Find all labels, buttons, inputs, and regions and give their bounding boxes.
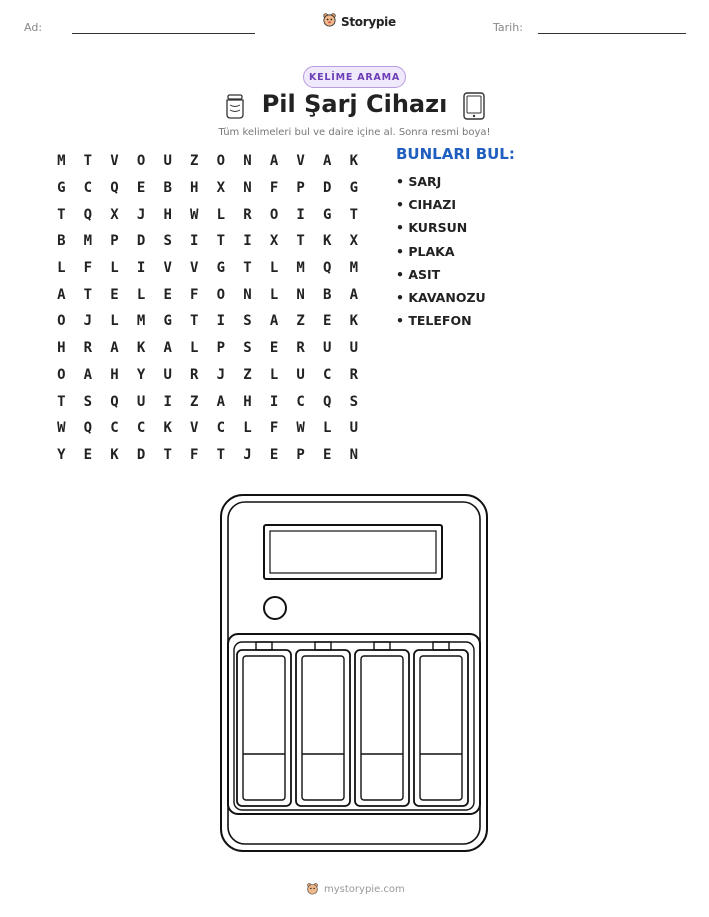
grid-letter[interactable]: R	[296, 340, 305, 357]
storypie-mascot-icon	[306, 880, 319, 899]
grid-letter[interactable]: R	[243, 206, 252, 223]
grid-letter[interactable]: U	[163, 153, 172, 170]
grid-letter[interactable]: K	[323, 233, 332, 250]
grid-letter[interactable]: Q	[83, 420, 93, 437]
grid-letter[interactable]: B	[57, 233, 66, 250]
grid-letter[interactable]: L	[323, 420, 332, 437]
grid-letter[interactable]: J	[216, 366, 226, 383]
grid-letter[interactable]: Q	[323, 393, 332, 410]
grid-letter[interactable]: Y	[136, 366, 146, 383]
grid-letter[interactable]: Z	[190, 153, 199, 170]
grid-letter[interactable]: T	[216, 233, 226, 250]
grid-letter[interactable]: H	[110, 366, 119, 383]
grid-letter[interactable]: L	[216, 206, 226, 223]
grid-letter[interactable]: T	[216, 446, 226, 463]
grid-letter[interactable]: V	[190, 420, 199, 437]
grid-letter[interactable]: E	[83, 446, 93, 463]
grid-letter[interactable]: M	[349, 260, 359, 277]
grid-letter[interactable]: G	[323, 206, 332, 223]
footer	[306, 880, 405, 899]
grid-letter[interactable]: N	[243, 286, 252, 303]
grid-letter[interactable]: K	[110, 446, 119, 463]
grid-letter[interactable]: G	[163, 313, 172, 330]
grid-letter[interactable]: P	[296, 446, 305, 463]
grid-letter[interactable]: O	[216, 153, 226, 170]
grid-letter[interactable]: E	[323, 313, 332, 330]
grid-letter[interactable]: Q	[83, 206, 93, 223]
grid-letter[interactable]: R	[349, 366, 359, 383]
grid-letter[interactable]: K	[349, 313, 359, 330]
word-list	[396, 170, 486, 332]
grid-letter[interactable]: V	[110, 153, 119, 170]
grid-letter[interactable]: U	[296, 366, 305, 383]
grid-letter[interactable]: F	[190, 446, 199, 463]
grid-letter[interactable]: X	[269, 233, 279, 250]
grid-letter[interactable]: I	[296, 206, 305, 223]
grid-letter[interactable]: M	[83, 233, 93, 250]
grid-letter[interactable]: H	[57, 340, 66, 357]
grid-letter[interactable]: A	[269, 313, 279, 330]
grid-letter[interactable]: A	[83, 366, 93, 383]
word-list-item: • TELEFON	[396, 313, 472, 329]
grid-letter[interactable]: E	[269, 340, 279, 357]
grid-letter[interactable]: L	[269, 260, 279, 277]
grid-letter[interactable]: W	[296, 420, 305, 437]
brand-name: Storypie	[341, 14, 396, 29]
grid-letter[interactable]: V	[296, 153, 305, 170]
word-list-item: • KURSUN	[396, 220, 468, 236]
grid-letter[interactable]: G	[57, 180, 66, 197]
grid-letter[interactable]: L	[57, 260, 66, 277]
grid-letter[interactable]: G	[349, 180, 359, 197]
grid-letter[interactable]: D	[323, 180, 332, 197]
grid-letter[interactable]: K	[136, 340, 146, 357]
grid-letter[interactable]: E	[136, 180, 146, 197]
grid-letter[interactable]: M	[57, 153, 66, 170]
page-title: Pil Şarj Cihazı	[261, 90, 448, 118]
grid-letter[interactable]: M	[296, 260, 305, 277]
grid-letter[interactable]: F	[190, 286, 199, 303]
grid-letter[interactable]: A	[163, 340, 172, 357]
grid-letter[interactable]: N	[296, 286, 305, 303]
grid-letter[interactable]: T	[163, 446, 172, 463]
grid-letter[interactable]: U	[323, 340, 332, 357]
grid-letter[interactable]: Q	[110, 393, 119, 410]
grid-letter[interactable]: C	[296, 393, 305, 410]
grid-letter[interactable]: E	[110, 286, 119, 303]
grid-letter[interactable]: Y	[57, 446, 66, 463]
grid-letter[interactable]: Z	[296, 313, 305, 330]
grid-letter[interactable]: R	[190, 366, 199, 383]
name-label: Ad:	[24, 21, 43, 34]
grid-letter[interactable]: K	[163, 420, 172, 437]
grid-letter[interactable]: N	[243, 180, 252, 197]
grid-letter[interactable]: P	[216, 340, 226, 357]
word-list-item: • KAVANOZU	[396, 289, 486, 305]
grid-letter[interactable]: W	[57, 420, 66, 437]
grid-letter[interactable]: C	[110, 420, 119, 437]
grid-letter[interactable]: E	[163, 286, 172, 303]
instructions: Tüm kelimeleri bul ve daire içine al. Sonra resmi boya!	[218, 127, 491, 138]
grid-letter[interactable]: T	[57, 206, 66, 223]
grid-letter[interactable]: V	[190, 260, 199, 277]
grid-letter[interactable]: M	[136, 313, 146, 330]
word-list-item: • SARJ	[396, 174, 442, 189]
grid-letter[interactable]: O	[216, 286, 226, 303]
grid-letter[interactable]: A	[110, 340, 119, 357]
grid-letter[interactable]: H	[163, 206, 172, 223]
date-label: Tarih:	[493, 21, 523, 34]
grid-letter[interactable]: U	[163, 366, 172, 383]
grid-letter[interactable]: A	[323, 153, 332, 170]
grid-letter[interactable]: X	[110, 206, 119, 223]
grid-letter[interactable]: F	[269, 180, 279, 197]
grid-letter[interactable]: V	[163, 260, 172, 277]
grid-letter[interactable]: B	[163, 180, 172, 197]
name-line[interactable]	[72, 33, 255, 34]
grid-letter[interactable]: H	[190, 180, 199, 197]
word-list-item: • PLAKA	[396, 243, 455, 259]
grid-letter[interactable]: L	[269, 286, 279, 303]
footer-url[interactable]: mystorypie.com	[324, 884, 405, 895]
grid-letter[interactable]: A	[216, 393, 226, 410]
grid-letter[interactable]: I	[269, 393, 279, 410]
grid-letter[interactable]: I	[216, 313, 226, 330]
grid-letter[interactable]: W	[190, 206, 199, 223]
grid-letter[interactable]: T	[83, 286, 93, 303]
grid-letter[interactable]: O	[136, 153, 146, 170]
grid-letter[interactable]: N	[349, 446, 359, 463]
grid-letter[interactable]: T	[349, 206, 359, 223]
grid-letter[interactable]: S	[83, 393, 93, 410]
grid-letter[interactable]: A	[269, 153, 279, 170]
worksheet-type-badge: KELİME ARAMA	[303, 66, 406, 88]
grid-letter[interactable]: J	[243, 446, 252, 463]
grid-letter[interactable]: T	[190, 313, 199, 330]
grid-letter[interactable]: U	[349, 340, 359, 357]
date-line[interactable]	[538, 33, 686, 34]
grid-letter[interactable]: N	[243, 153, 252, 170]
grid-letter[interactable]: X	[216, 180, 226, 197]
grid-letter[interactable]: C	[136, 420, 146, 437]
grid-letter[interactable]: J	[136, 206, 146, 223]
grid-letter[interactable]: L	[110, 260, 119, 277]
grid-letter[interactable]: I	[190, 233, 199, 250]
grid-letter[interactable]: U	[349, 420, 359, 437]
grid-letter[interactable]: H	[243, 393, 252, 410]
word-list-item: • ASIT	[396, 266, 441, 282]
battery-charger-illustration	[218, 492, 490, 858]
grid-letter[interactable]: P	[110, 233, 119, 250]
grid-letter[interactable]: K	[349, 153, 359, 170]
grid-letter[interactable]: O	[269, 206, 279, 223]
grid-letter[interactable]: Q	[110, 180, 119, 197]
grid-letter[interactable]: L	[269, 366, 279, 383]
grid-letter[interactable]: I	[163, 393, 172, 410]
grid-letter[interactable]: L	[136, 286, 146, 303]
grid-letter[interactable]: B	[323, 286, 332, 303]
grid-letter[interactable]: L	[190, 340, 199, 357]
grid-letter[interactable]: T	[57, 393, 66, 410]
grid-letter[interactable]: X	[349, 233, 359, 250]
grid-letter[interactable]: S	[243, 313, 252, 330]
grid-letter[interactable]: I	[136, 260, 146, 277]
grid-letter[interactable]: F	[269, 420, 279, 437]
grid-letter[interactable]: S	[243, 340, 252, 357]
word-list-heading: BUNLARI BUL:	[396, 145, 515, 163]
word-search-grid	[48, 148, 367, 468]
grid-letter[interactable]: R	[83, 340, 93, 357]
grid-letter[interactable]: Q	[323, 260, 332, 277]
grid-letter[interactable]: O	[57, 366, 66, 383]
grid-letter[interactable]: O	[57, 313, 66, 330]
grid-letter[interactable]: U	[136, 393, 146, 410]
grid-letter[interactable]: D	[136, 233, 146, 250]
storypie-mascot-icon	[322, 12, 337, 31]
grid-letter[interactable]: S	[163, 233, 172, 250]
grid-letter[interactable]: G	[216, 260, 226, 277]
grid-letter[interactable]: S	[349, 393, 359, 410]
grid-letter[interactable]: P	[296, 180, 305, 197]
brand-logo	[322, 12, 396, 31]
grid-letter[interactable]: J	[83, 313, 93, 330]
grid-letter[interactable]: C	[216, 420, 226, 437]
grid-letter[interactable]: T	[296, 233, 305, 250]
grid-letter[interactable]: E	[323, 446, 332, 463]
grid-letter[interactable]: C	[83, 180, 93, 197]
word-list-item: • CIHAZI	[396, 197, 457, 213]
grid-letter[interactable]: E	[269, 446, 279, 463]
grid-letter[interactable]: I	[243, 233, 252, 250]
grid-letter[interactable]: Z	[243, 366, 252, 383]
grid-letter[interactable]: T	[243, 260, 252, 277]
grid-letter[interactable]: T	[83, 153, 93, 170]
grid-letter[interactable]: L	[110, 313, 119, 330]
grid-letter[interactable]: D	[136, 446, 146, 463]
tablet-icon	[462, 92, 486, 124]
grid-letter[interactable]: C	[323, 366, 332, 383]
grid-letter[interactable]: L	[243, 420, 252, 437]
grid-letter[interactable]: Z	[190, 393, 199, 410]
grid-letter[interactable]: A	[349, 286, 359, 303]
grid-letter[interactable]: A	[57, 286, 66, 303]
grid-letter[interactable]: F	[83, 260, 93, 277]
